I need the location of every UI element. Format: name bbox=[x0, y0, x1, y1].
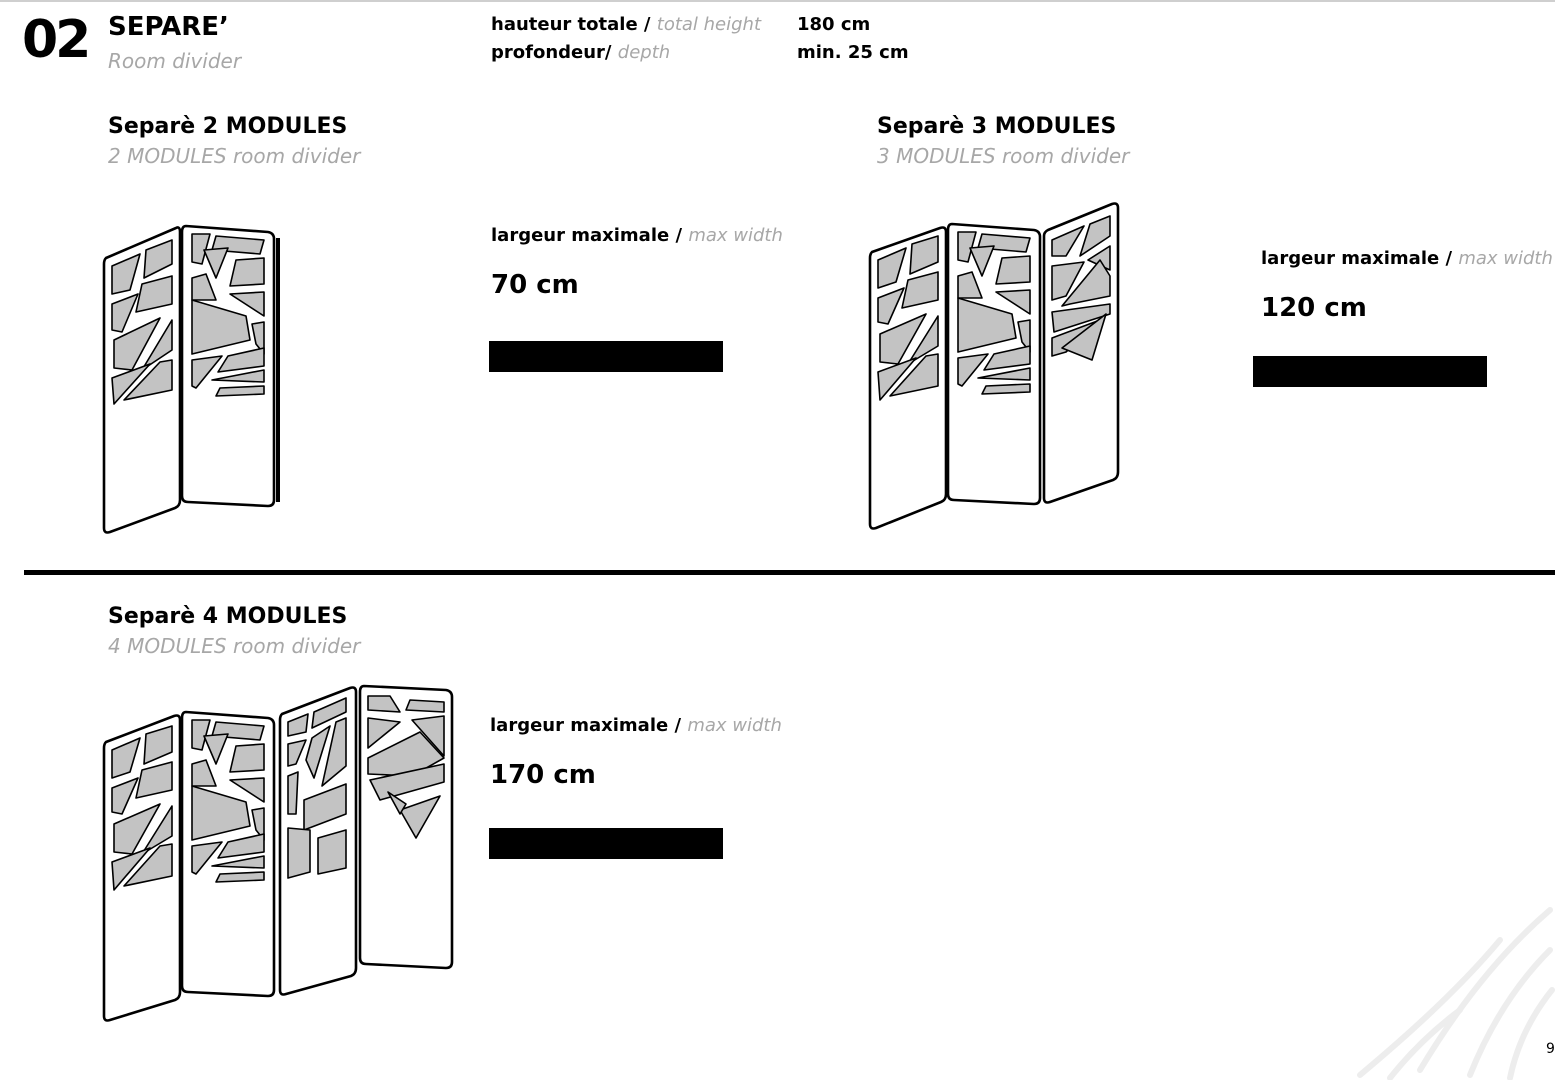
spec-label-height-fr: hauteur totale / bbox=[491, 14, 657, 35]
module-2-max-width-label bbox=[491, 227, 783, 245]
module-4-subtitle: 4 MODULES room divider bbox=[108, 634, 361, 658]
module-2-max-width-label-fr: largeur maximale / bbox=[491, 225, 689, 246]
module-3-max-width-label bbox=[1261, 250, 1553, 268]
spec-label-depth-fr: profondeur/ bbox=[491, 42, 618, 63]
spec-label-height-en: total height bbox=[656, 14, 762, 35]
module-2-max-width-label-en: max width bbox=[688, 225, 783, 246]
room-divider-3-modules-illustration bbox=[866, 196, 1124, 536]
top-rule bbox=[0, 0, 1555, 2]
module-3-title: Separè 3 MODULES bbox=[877, 114, 1117, 139]
spec-label-depth-en: depth bbox=[617, 42, 671, 63]
module-2-title: Separè 2 MODULES bbox=[108, 114, 348, 139]
section-divider bbox=[24, 570, 1555, 575]
section-number: 02 bbox=[22, 10, 89, 70]
module-2-max-width-value: 70 cm bbox=[491, 270, 579, 300]
module-2-redacted-bar bbox=[489, 341, 723, 372]
spec-value-depth: min. 25 cm bbox=[797, 42, 909, 63]
module-3-redacted-bar bbox=[1253, 356, 1487, 387]
module-4-max-width-label-fr: largeur maximale / bbox=[490, 715, 688, 736]
module-2-subtitle: 2 MODULES room divider bbox=[108, 144, 361, 168]
module-4-max-width-label-en: max width bbox=[687, 715, 782, 736]
decorative-leaf-watermark bbox=[1300, 880, 1555, 1080]
page-title: SEPARE’ bbox=[108, 12, 229, 42]
module-4-redacted-bar bbox=[489, 828, 723, 859]
module-4-max-width-label bbox=[490, 717, 782, 735]
module-4-title: Separè 4 MODULES bbox=[108, 604, 348, 629]
module-3-max-width-label-en: max width bbox=[1458, 248, 1553, 269]
spec-label-depth bbox=[491, 44, 670, 62]
page-subtitle: Room divider bbox=[108, 49, 242, 73]
module-3-subtitle: 3 MODULES room divider bbox=[877, 144, 1130, 168]
room-divider-4-modules-illustration bbox=[100, 682, 460, 1028]
spec-label-height bbox=[491, 16, 761, 34]
room-divider-2-modules-illustration bbox=[100, 220, 284, 536]
module-3-max-width-value: 120 cm bbox=[1261, 293, 1367, 323]
module-3-max-width-label-fr: largeur maximale / bbox=[1261, 248, 1459, 269]
spec-value-height: 180 cm bbox=[797, 14, 871, 35]
module-4-max-width-value: 170 cm bbox=[490, 760, 596, 790]
page-number: 9 bbox=[1546, 1041, 1555, 1057]
